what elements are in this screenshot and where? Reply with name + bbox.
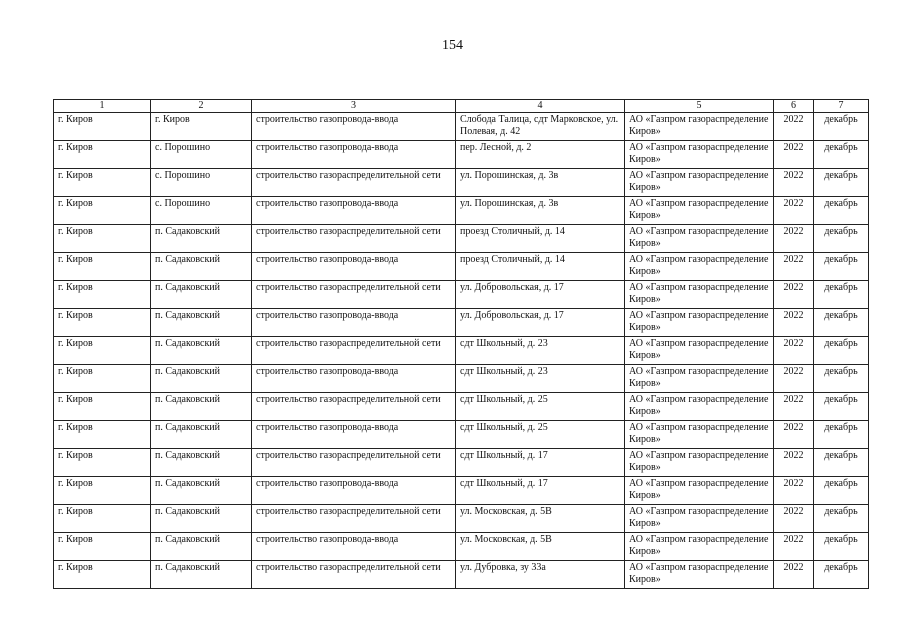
month-cell: декабрь: [814, 477, 869, 505]
month-cell: декабрь: [814, 533, 869, 561]
address-cell: ул. Московская, д. 5В: [456, 505, 625, 533]
municipality-cell: г. Киров: [54, 225, 151, 253]
year-cell: 2022: [774, 533, 814, 561]
address-cell: проезд Столичный, д. 14: [456, 225, 625, 253]
settlement-cell: п. Садаковский: [151, 309, 252, 337]
month-cell: декабрь: [814, 253, 869, 281]
month-cell: декабрь: [814, 365, 869, 393]
settlement-cell: п. Садаковский: [151, 505, 252, 533]
organization-cell: АО «Газпром газораспределение Киров»: [625, 309, 774, 337]
settlement-cell: г. Киров: [151, 113, 252, 141]
organization-cell: АО «Газпром газораспределение Киров»: [625, 561, 774, 589]
month-cell: декабрь: [814, 505, 869, 533]
column-header: 6: [774, 100, 814, 113]
table-body: [54, 113, 869, 589]
column-header: 4: [456, 100, 625, 113]
municipality-cell: г. Киров: [54, 253, 151, 281]
table-header-row: [54, 100, 869, 113]
settlement-cell: п. Садаковский: [151, 337, 252, 365]
work-type-cell: строительство газопровода-ввода: [252, 253, 456, 281]
settlement-cell: с. Порошино: [151, 169, 252, 197]
settlement-cell: п. Садаковский: [151, 253, 252, 281]
settlement-cell: п. Садаковский: [151, 449, 252, 477]
municipality-cell: г. Киров: [54, 449, 151, 477]
year-cell: 2022: [774, 561, 814, 589]
table-row: [54, 337, 869, 365]
municipality-cell: г. Киров: [54, 533, 151, 561]
work-type-cell: строительство газопровода-ввода: [252, 365, 456, 393]
municipality-cell: г. Киров: [54, 561, 151, 589]
table-row: [54, 365, 869, 393]
organization-cell: АО «Газпром газораспределение Киров»: [625, 393, 774, 421]
address-cell: сдт Школьный, д. 17: [456, 449, 625, 477]
work-type-cell: строительство газопровода-ввода: [252, 197, 456, 225]
table-row: [54, 141, 869, 169]
work-type-cell: строительство газораспределительной сети: [252, 169, 456, 197]
year-cell: 2022: [774, 337, 814, 365]
address-cell: пер. Лесной, д. 2: [456, 141, 625, 169]
month-cell: декабрь: [814, 449, 869, 477]
organization-cell: АО «Газпром газораспределение Киров»: [625, 449, 774, 477]
address-cell: ул. Дубровка, зу 33а: [456, 561, 625, 589]
table-row: [54, 393, 869, 421]
month-cell: декабрь: [814, 225, 869, 253]
work-type-cell: строительство газопровода-ввода: [252, 477, 456, 505]
municipality-cell: г. Киров: [54, 365, 151, 393]
organization-cell: АО «Газпром газораспределение Киров»: [625, 141, 774, 169]
month-cell: декабрь: [814, 337, 869, 365]
year-cell: 2022: [774, 225, 814, 253]
address-cell: сдт Школьный, д. 17: [456, 477, 625, 505]
organization-cell: АО «Газпром газораспределение Киров»: [625, 113, 774, 141]
organization-cell: АО «Газпром газораспределение Киров»: [625, 169, 774, 197]
work-type-cell: строительство газораспределительной сети: [252, 505, 456, 533]
table-row: [54, 533, 869, 561]
work-type-cell: строительство газораспределительной сети: [252, 225, 456, 253]
work-type-cell: строительство газопровода-ввода: [252, 309, 456, 337]
municipality-cell: г. Киров: [54, 477, 151, 505]
work-type-cell: строительство газопровода-ввода: [252, 421, 456, 449]
work-type-cell: строительство газораспределительной сети: [252, 449, 456, 477]
year-cell: 2022: [774, 169, 814, 197]
work-type-cell: строительство газораспределительной сети: [252, 337, 456, 365]
address-cell: проезд Столичный, д. 14: [456, 253, 625, 281]
month-cell: декабрь: [814, 113, 869, 141]
month-cell: декабрь: [814, 393, 869, 421]
address-cell: сдт Школьный, д. 25: [456, 393, 625, 421]
column-header: 1: [54, 100, 151, 113]
organization-cell: АО «Газпром газораспределение Киров»: [625, 281, 774, 309]
organization-cell: АО «Газпром газораспределение Киров»: [625, 253, 774, 281]
year-cell: 2022: [774, 253, 814, 281]
month-cell: декабрь: [814, 141, 869, 169]
month-cell: декабрь: [814, 421, 869, 449]
table-row: [54, 421, 869, 449]
municipality-cell: г. Киров: [54, 505, 151, 533]
year-cell: 2022: [774, 281, 814, 309]
municipality-cell: г. Киров: [54, 393, 151, 421]
address-cell: ул. Порошинская, д. 3в: [456, 197, 625, 225]
address-cell: ул. Порошинская, д. 3в: [456, 169, 625, 197]
table-row: [54, 561, 869, 589]
settlement-cell: п. Садаковский: [151, 225, 252, 253]
month-cell: декабрь: [814, 197, 869, 225]
organization-cell: АО «Газпром газораспределение Киров»: [625, 197, 774, 225]
table-row: [54, 309, 869, 337]
municipality-cell: г. Киров: [54, 281, 151, 309]
work-type-cell: строительство газораспределительной сети: [252, 281, 456, 309]
column-header: 5: [625, 100, 774, 113]
organization-cell: АО «Газпром газораспределение Киров»: [625, 477, 774, 505]
table-row: [54, 505, 869, 533]
month-cell: декабрь: [814, 281, 869, 309]
table-row: [54, 281, 869, 309]
address-cell: сдт Школьный, д. 25: [456, 421, 625, 449]
municipality-cell: г. Киров: [54, 337, 151, 365]
work-type-cell: строительство газопровода-ввода: [252, 141, 456, 169]
table-row: [54, 169, 869, 197]
address-cell: ул. Добровольская, д. 17: [456, 309, 625, 337]
organization-cell: АО «Газпром газораспределение Киров»: [625, 505, 774, 533]
table-row: [54, 253, 869, 281]
organization-cell: АО «Газпром газораспределение Киров»: [625, 533, 774, 561]
municipality-cell: г. Киров: [54, 421, 151, 449]
municipality-cell: г. Киров: [54, 309, 151, 337]
gasification-table: [53, 99, 869, 589]
municipality-cell: г. Киров: [54, 141, 151, 169]
table-row: [54, 225, 869, 253]
work-type-cell: строительство газораспределительной сети: [252, 561, 456, 589]
settlement-cell: п. Садаковский: [151, 533, 252, 561]
month-cell: декабрь: [814, 309, 869, 337]
column-header: 2: [151, 100, 252, 113]
year-cell: 2022: [774, 505, 814, 533]
year-cell: 2022: [774, 393, 814, 421]
organization-cell: АО «Газпром газораспределение Киров»: [625, 421, 774, 449]
settlement-cell: п. Садаковский: [151, 365, 252, 393]
year-cell: 2022: [774, 449, 814, 477]
work-type-cell: строительство газопровода-ввода: [252, 113, 456, 141]
municipality-cell: г. Киров: [54, 113, 151, 141]
year-cell: 2022: [774, 365, 814, 393]
year-cell: 2022: [774, 309, 814, 337]
year-cell: 2022: [774, 141, 814, 169]
settlement-cell: с. Порошино: [151, 141, 252, 169]
settlement-cell: с. Порошино: [151, 197, 252, 225]
year-cell: 2022: [774, 477, 814, 505]
settlement-cell: п. Садаковский: [151, 561, 252, 589]
municipality-cell: г. Киров: [54, 197, 151, 225]
page-number: 154: [442, 38, 463, 53]
year-cell: 2022: [774, 197, 814, 225]
table-row: [54, 477, 869, 505]
address-cell: сдт Школьный, д. 23: [456, 337, 625, 365]
municipality-cell: г. Киров: [54, 169, 151, 197]
work-type-cell: строительство газопровода-ввода: [252, 533, 456, 561]
organization-cell: АО «Газпром газораспределение Киров»: [625, 337, 774, 365]
address-cell: сдт Школьный, д. 23: [456, 365, 625, 393]
table-row: [54, 113, 869, 141]
year-cell: 2022: [774, 113, 814, 141]
settlement-cell: п. Садаковский: [151, 477, 252, 505]
work-type-cell: строительство газораспределительной сети: [252, 393, 456, 421]
column-header: 3: [252, 100, 456, 113]
settlement-cell: п. Садаковский: [151, 421, 252, 449]
address-cell: ул. Добровольская, д. 17: [456, 281, 625, 309]
table-row: [54, 449, 869, 477]
organization-cell: АО «Газпром газораспределение Киров»: [625, 225, 774, 253]
address-cell: ул. Московская, д. 5В: [456, 533, 625, 561]
table-row: [54, 197, 869, 225]
address-cell: Слобода Талица, сдт Марковское, ул. Полевая, д. 42: [456, 113, 625, 141]
year-cell: 2022: [774, 421, 814, 449]
settlement-cell: п. Садаковский: [151, 281, 252, 309]
month-cell: декабрь: [814, 169, 869, 197]
settlement-cell: п. Садаковский: [151, 393, 252, 421]
month-cell: декабрь: [814, 561, 869, 589]
organization-cell: АО «Газпром газораспределение Киров»: [625, 365, 774, 393]
column-header: 7: [814, 100, 869, 113]
